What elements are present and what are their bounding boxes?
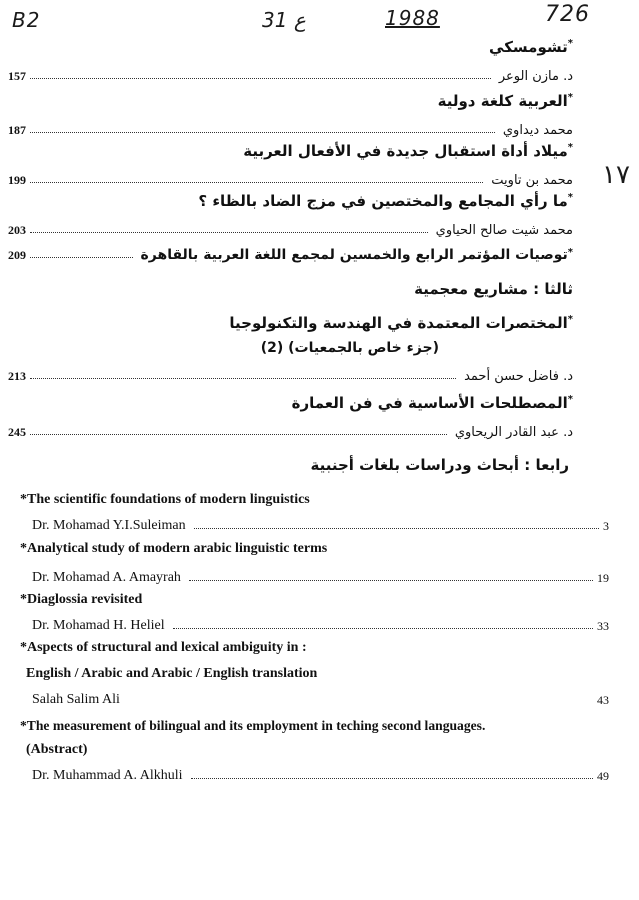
toc-entry-line <box>32 688 609 708</box>
star-icon: * <box>567 92 573 103</box>
toc-entry-author: Dr. Mohamad Y.I.Suleiman <box>32 518 186 533</box>
section-heading: رابعا : أبحاث ودراسات بلغات أجنبية <box>310 456 569 474</box>
dot-leader <box>128 702 593 703</box>
dot-leader <box>30 257 133 258</box>
star-icon: * <box>567 192 573 203</box>
toc-entry-line <box>8 118 573 138</box>
toc-entry-author: Salah Salim Ali <box>32 692 120 707</box>
toc-entry-title: *Analytical study of modern arabic linguistic terms <box>20 541 328 556</box>
star-icon: * <box>567 314 573 325</box>
toc-entry-title: *Diaglossia revisited <box>20 592 143 607</box>
toc-entry-author: محمد ديداوي <box>502 123 573 138</box>
toc-entry-line <box>8 243 573 263</box>
toc-entry-author: Dr. Mohamad H. Heliel <box>32 618 165 633</box>
toc-entry-title: *العربية كلغة دولية <box>437 92 573 110</box>
toc-entry-title: *Aspects of structural and lexical ambiguity in : <box>20 640 307 655</box>
toc-entry-line <box>32 514 609 534</box>
toc-entry-author: د. مازن الوعر <box>498 69 573 84</box>
toc-entry-author: د. عبد القادر الريحاوي <box>454 425 573 440</box>
toc-entry-line <box>32 566 609 586</box>
toc-entry-line <box>32 764 609 784</box>
toc-entry-page: 199 <box>8 173 26 187</box>
toc-entry-page: 157 <box>8 69 26 83</box>
star-icon: * <box>567 394 573 405</box>
star-icon: * <box>567 247 573 258</box>
toc-entry-page: 245 <box>8 425 26 439</box>
toc-entry-author: Dr. Muhammad A. Alkhuli <box>32 768 183 783</box>
handwritten-year: 1988 <box>385 6 440 30</box>
toc-entry-line <box>32 614 609 634</box>
toc-entry-author: د. فاضل حسن أحمد <box>464 369 573 384</box>
toc-entry-title: *تشومسكي <box>489 38 573 56</box>
toc-entry-title: *The measurement of bilingual and its employment in teching second languages. <box>20 718 486 733</box>
dot-leader <box>194 528 599 529</box>
toc-entry-line <box>8 64 573 84</box>
star-icon: * <box>567 142 573 153</box>
dot-leader <box>30 182 483 183</box>
handwritten-margin-mark: ١٧ <box>602 160 630 190</box>
toc-entry-page: 213 <box>8 369 26 383</box>
toc-entry-title-continued: English / Arabic and Arabic / English translation <box>26 666 318 681</box>
toc-entry-title-continued: (Abstract) <box>26 742 88 757</box>
toc-entry-page: 203 <box>8 223 26 237</box>
toc-entry-title: *المصطلحات الأساسية في فن العمارة <box>291 394 573 412</box>
dot-leader <box>191 778 594 779</box>
toc-entry-author: محمد بن تاويت <box>491 173 573 188</box>
dot-leader <box>173 628 593 629</box>
toc-entry-title: *ميلاد أداة استقبال جديدة في الأفعال العربية <box>243 142 573 160</box>
toc-entry-line <box>8 364 573 384</box>
dot-leader <box>30 78 491 79</box>
toc-entry-page: 33 <box>597 619 609 633</box>
toc-entry-line <box>8 420 573 440</box>
handwritten-mark-center: 31 ع <box>262 8 306 32</box>
toc-entry-line <box>8 168 573 188</box>
dot-leader <box>30 232 428 233</box>
handwritten-number: 726 <box>545 2 590 27</box>
dot-leader <box>30 434 447 435</box>
section-heading: ثالثا : مشاريع معجمية <box>414 280 573 298</box>
toc-entry-author: Dr. Mohamad A. Amayrah <box>32 570 181 585</box>
toc-entry-title: *المختصرات المعتمدة في الهندسة والتكنولوجيا <box>229 314 573 332</box>
dot-leader <box>189 580 593 581</box>
toc-entry-page: 49 <box>597 769 609 783</box>
toc-entry-page: 43 <box>597 693 609 707</box>
toc-entry-page: 19 <box>597 571 609 585</box>
dot-leader <box>30 132 495 133</box>
handwritten-mark-left: B2 <box>12 8 41 32</box>
toc-entry-page: 3 <box>603 519 609 533</box>
toc-entry-line <box>8 218 573 238</box>
toc-entry-title: *توصيات المؤتمر الرابع والخمسين لمجمع اللغة العربية بالقاهرة <box>140 247 573 263</box>
toc-entry-page: 209 <box>8 248 26 262</box>
toc-entry-subtitle: (جزء خاص بالجمعيات) (2) <box>260 340 439 356</box>
toc-entry-author: محمد شيت صالح الحياوي <box>435 223 573 238</box>
toc-entry-page: 187 <box>8 123 26 137</box>
dot-leader <box>30 378 456 379</box>
toc-entry-title: *ما رأي المجامع والمختصين في مزج الضاد بالظاء ؟ <box>198 192 573 210</box>
star-icon: * <box>567 38 573 49</box>
toc-entry-title: *The scientific foundations of modern linguistics <box>20 492 310 507</box>
